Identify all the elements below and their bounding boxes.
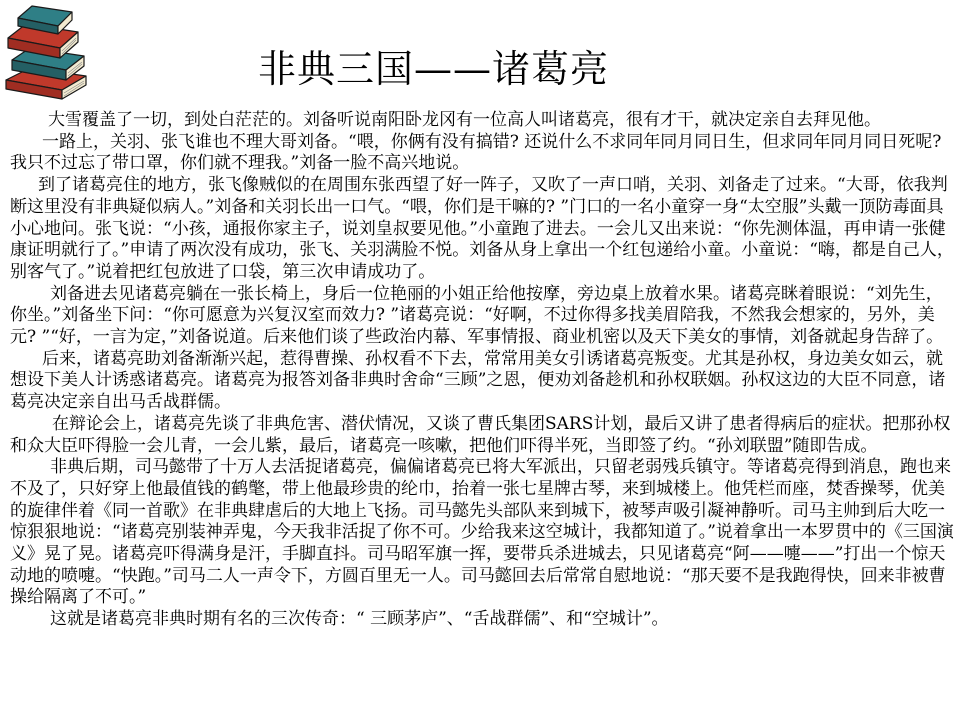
paragraph: 一路上，关羽、张飞谁也不理大哥刘备。“喂，你俩有没有搞错? 还说什么不求同年同月同日生，但求同年同月同日死呢? 我只不过忘了带口罩，你们就不理我。”刘备一脸不高兴地说。 — [10, 131, 942, 174]
books-icon — [2, 2, 90, 102]
paragraph: 这就是诸葛亮非典时期有名的三次传奇：“ 三顾茅庐”、“舌战群儒”、和“空城计”。 — [50, 609, 669, 630]
paragraph: 刘备进去见诸葛亮躺在一张长椅上，身后一位艳丽的小姐正给他按摩，旁边桌上放着水果。诸葛亮眯着眼说：“刘先生，你坐。”刘备坐下问：“你可愿意为兴复汉室而效力? ”诸葛亮说：“好啊，不过你得多找美眉陪我，不然我会想家的，另外，美元? ”“好，一言为定，”刘备说道。后来他们谈了些政治内幕、军事情报、商业机密以及天下美女的事情，刘备就起身告辞了。 — [10, 283, 944, 348]
article-body — [10, 110, 955, 631]
paragraph: 大雪覆盖了一切，到处白茫茫的。刘备听说南阳卧龙冈有一位高人叫诸葛亮，很有才干，就决定亲自去拜见他。 — [48, 110, 881, 130]
paragraph: 非典后期，司马懿带了十万人去活捉诸葛亮，偏偏诸葛亮已将大军派出，只留老弱残兵镇守。等诸葛亮得到消息，跑也来不及了，只好穿上他最值钱的鹤氅，带上他最珍贵的纶巾，抬着一张七星牌古琴，来到城楼上。他凭栏而座，焚香操琴，优美的旋律伴着《同一首歌》在非典肆虐后的大地上飞扬。司马懿先头部队来到城下，被琴声吸引凝神静听。司马主帅到后大吃一惊狠狠地说：“诸葛亮别装神弄鬼，今天我非活捉了你不可。少给我来这空城计，我都知道了。”说着拿出一本罗贯中的《三国演义》晃了晃。诸葛亮吓得满身是汗，手脚直抖。司马昭军旗一挥，要带兵杀进城去，只见诸葛亮“阿——嚏——”打出一个惊天动地的喷嚏。“快跑。”司马二人一声令下，方圆百里无一人。司马懿回去后常常自慰地说：“那天要不是我跑得快，回来非被曹操给隔离了不可。” — [10, 457, 954, 608]
paragraph: 到了诸葛亮住的地方，张飞像贼似的在周围东张西望了好一阵子，又吹了一声口哨，关羽、刘备走了过来。“大哥，依我判断这里没有非典疑似病人。”刘备和关羽长出一口气。“喂，你们是干嘛的? ”门口的一名小童穿一身“太空服”头戴一顶防毒面具小心地问。张飞说：“小孩，通报你家主子，说刘皇叔要见他。”小童跑了进去。一会儿又出来说：“你先测体温，再申请一张健康证明就行了。”申请了两次没有成功，张飞、关羽满脸不悦。刘备从身上拿出一个红包递给小童。小童说：“嗨，都是自己人，别客气了。”说着把红包放进了口袋，第三次申请成功了。 — [10, 175, 954, 282]
paragraph: 在辩论会上，诸葛亮先谈了非典危害、潜伏情况，又谈了曹氏集团SARS计划，最后又讲了患者得病后的症状。把那孙权和众大臣吓得脸一会儿青，一会儿紫，最后，诸葛亮一咳嗽，把他们吓得半死，当即签了约。“孙刘联盟”随即告成。 — [10, 413, 951, 456]
page-title: 非典三国——诸葛亮 — [258, 47, 610, 91]
paragraph: 后来，诸葛亮助刘备渐渐兴起，惹得曹操、孙权看不下去，常常用美女引诱诸葛亮叛变。尤其是孙权，身边美女如云，就想设下美人计诱惑诸葛亮。诸葛亮为报答刘备非典时舍命“三顾”之恩，便劝刘备趁机和孙权联姻。孙权这边的大臣不同意，诸葛亮决定亲自出马舌战群儒。 — [10, 348, 946, 413]
